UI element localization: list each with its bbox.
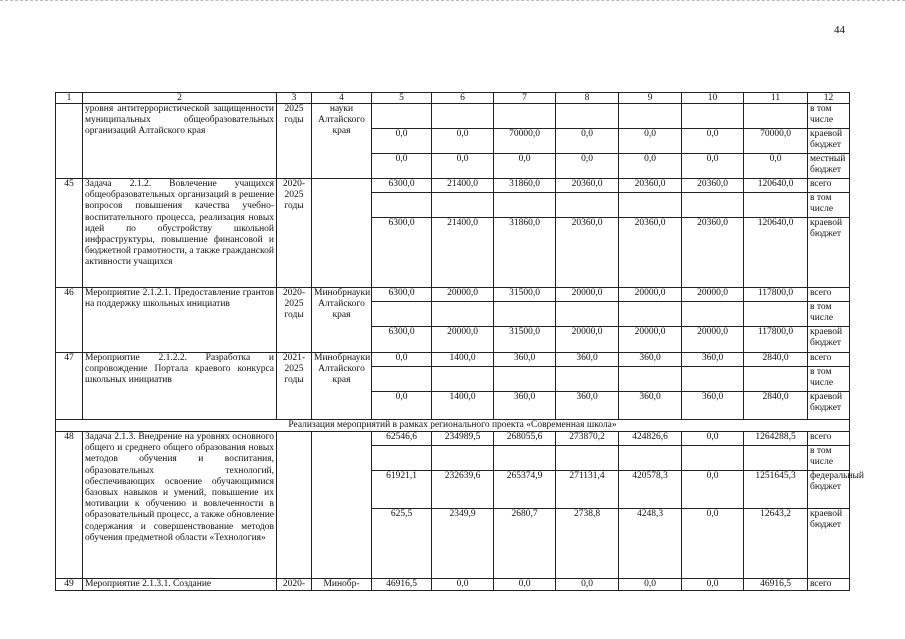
value-cell: 6300,0 xyxy=(372,218,432,288)
executor-cell: Минобрнауки Алтайского края xyxy=(312,288,372,353)
value-cell: 0,0 xyxy=(556,129,619,154)
value-cell: 20000,0 xyxy=(619,288,682,302)
value-cell: 31860,0 xyxy=(494,218,556,288)
funding-source: в том числе xyxy=(808,446,850,471)
page-top-edge xyxy=(0,0,905,3)
value-cell xyxy=(556,367,619,392)
value-cell xyxy=(682,367,744,392)
value-cell: 0,0 xyxy=(682,471,744,509)
funding-source: всего xyxy=(808,432,850,446)
value-cell xyxy=(372,302,432,327)
measure-name: уровня антитеррористической защищенности муниципальных общеобразовательных организаций Алтайского края xyxy=(83,104,277,179)
funding-source: в том числе xyxy=(808,193,850,218)
funding-source: краевой бюджет xyxy=(808,509,850,579)
value-cell xyxy=(494,367,556,392)
table-row xyxy=(56,353,850,367)
column-header: 11 xyxy=(744,93,808,104)
value-cell: 0,0 xyxy=(372,129,432,154)
value-cell: 0,0 xyxy=(682,154,744,179)
value-cell: 232639,6 xyxy=(432,471,494,509)
value-cell xyxy=(619,446,682,471)
value-cell: 360,0 xyxy=(494,353,556,367)
value-cell: 6300,0 xyxy=(372,327,432,353)
value-cell xyxy=(372,367,432,392)
value-cell: 360,0 xyxy=(682,353,744,367)
value-cell: 120640,0 xyxy=(744,218,808,288)
value-cell: 420578,3 xyxy=(619,471,682,509)
funding-source: всего xyxy=(808,579,850,591)
value-cell: 424826,6 xyxy=(619,432,682,446)
funding-source: всего xyxy=(808,353,850,367)
value-cell: 0,0 xyxy=(744,154,808,179)
executor-cell xyxy=(312,179,372,288)
value-cell: 120640,0 xyxy=(744,179,808,193)
table-row xyxy=(56,179,850,193)
value-cell: 360,0 xyxy=(619,392,682,420)
measure-name: Мероприятие 2.1.3.1. Создание xyxy=(83,579,277,591)
value-cell: 0,0 xyxy=(619,129,682,154)
value-cell: 268055,6 xyxy=(494,432,556,446)
value-cell: 0,0 xyxy=(372,392,432,420)
value-cell xyxy=(372,104,432,129)
funding-source: краевой бюджет xyxy=(808,327,850,353)
value-cell xyxy=(494,104,556,129)
column-header: 10 xyxy=(682,93,744,104)
value-cell: 1400,0 xyxy=(432,353,494,367)
term-cell: 2020-2025 годы xyxy=(277,288,312,353)
value-cell: 20000,0 xyxy=(432,288,494,302)
value-cell xyxy=(372,446,432,471)
term-cell: 2025 годы xyxy=(277,104,312,179)
value-cell: 1400,0 xyxy=(432,392,494,420)
row-number: 46 xyxy=(56,288,83,353)
value-cell: 20000,0 xyxy=(432,327,494,353)
value-cell: 2840,0 xyxy=(744,353,808,367)
funding-source: краевой бюджет xyxy=(808,129,850,154)
value-cell: 31500,0 xyxy=(494,288,556,302)
value-cell: 31500,0 xyxy=(494,327,556,353)
value-cell xyxy=(744,302,808,327)
value-cell xyxy=(432,104,494,129)
column-header: 7 xyxy=(494,93,556,104)
value-cell: 0,0 xyxy=(432,154,494,179)
value-cell: 46916,5 xyxy=(744,579,808,591)
value-cell: 20000,0 xyxy=(556,327,619,353)
value-cell xyxy=(432,367,494,392)
executor-cell: науки Алтайского края xyxy=(312,104,372,179)
term-cell xyxy=(277,432,312,579)
column-header: 2 xyxy=(83,93,277,104)
page-number: 44 xyxy=(834,24,845,36)
row-number: 47 xyxy=(56,353,83,420)
funding-source: в том числе xyxy=(808,104,850,129)
value-cell: 0,0 xyxy=(682,579,744,591)
value-cell: 61921,1 xyxy=(372,471,432,509)
column-header: 5 xyxy=(372,93,432,104)
value-cell xyxy=(619,367,682,392)
value-cell: 2680,7 xyxy=(494,509,556,579)
value-cell: 6300,0 xyxy=(372,179,432,193)
section-row xyxy=(56,420,850,432)
value-cell: 6300,0 xyxy=(372,288,432,302)
value-cell xyxy=(682,193,744,218)
value-cell: 20360,0 xyxy=(556,218,619,288)
executor-cell: Минобр- xyxy=(312,579,372,591)
value-cell xyxy=(432,193,494,218)
funding-source: краевой бюджет xyxy=(808,218,850,288)
value-cell: 265374,9 xyxy=(494,471,556,509)
measure-name: Задача 2.1.3. Внедрение на уровнях основного общего и среднего общего образования новых методов обучения и воспитания, образовательных технологий, обеспечивающих освоение обучающимися базовых навыков и умений, повышение их мотивации к обучению и вовлеченности в образовательный процесс, а также обновление содержания и совершенствование методов обучения предметной области «Технология» xyxy=(83,432,277,579)
row-number: 45 xyxy=(56,179,83,288)
table-row xyxy=(56,104,850,129)
table-row xyxy=(56,288,850,302)
value-cell: 70000,0 xyxy=(494,129,556,154)
value-cell: 360,0 xyxy=(556,392,619,420)
value-cell: 1251645,3 xyxy=(744,471,808,509)
value-cell xyxy=(556,446,619,471)
value-cell: 70000,0 xyxy=(744,129,808,154)
value-cell: 1264288,5 xyxy=(744,432,808,446)
term-cell: 2020-2025 годы xyxy=(277,179,312,288)
value-cell: 12643,2 xyxy=(744,509,808,579)
row-number xyxy=(56,104,83,179)
column-header: 6 xyxy=(432,93,494,104)
funding-source: в том числе xyxy=(808,367,850,392)
value-cell: 62546,6 xyxy=(372,432,432,446)
value-cell: 2840,0 xyxy=(744,392,808,420)
value-cell: 21400,0 xyxy=(432,179,494,193)
value-cell: 20360,0 xyxy=(619,218,682,288)
value-cell: 2349,9 xyxy=(432,509,494,579)
value-cell: 0,0 xyxy=(372,154,432,179)
value-cell: 360,0 xyxy=(682,392,744,420)
column-header: 9 xyxy=(619,93,682,104)
value-cell: 20360,0 xyxy=(682,218,744,288)
column-header: 4 xyxy=(312,93,372,104)
row-number: 49 xyxy=(56,579,83,591)
value-cell xyxy=(372,193,432,218)
value-cell xyxy=(744,193,808,218)
table-row xyxy=(56,432,850,446)
value-cell: 46916,5 xyxy=(372,579,432,591)
value-cell xyxy=(619,302,682,327)
value-cell: 0,0 xyxy=(494,579,556,591)
value-cell xyxy=(744,367,808,392)
value-cell xyxy=(619,104,682,129)
value-cell: 20360,0 xyxy=(682,179,744,193)
value-cell xyxy=(619,193,682,218)
value-cell xyxy=(494,446,556,471)
value-cell xyxy=(682,302,744,327)
value-cell: 20360,0 xyxy=(619,179,682,193)
measure-name: Мероприятие 2.1.2.2. Разработка и сопровождение Портала краевого конкурса школьных инициатив xyxy=(83,353,277,420)
term-cell: 2021-2025 годы xyxy=(277,353,312,420)
column-header: 12 xyxy=(808,93,850,104)
value-cell: 31860,0 xyxy=(494,179,556,193)
funding-source: в том числе xyxy=(808,302,850,327)
value-cell: 0,0 xyxy=(372,353,432,367)
value-cell: 271131,4 xyxy=(556,471,619,509)
value-cell: 360,0 xyxy=(556,353,619,367)
value-cell: 2738,8 xyxy=(556,509,619,579)
measure-name: Задача 2.1.2. Вовлечение учащихся общеобразовательных организаций в решение вопросов повышения качества учебно-воспитательного процесса, реализация новых идей по обустройству школьной инфраструктуры, повышение финансовой и бюджетной грамотности, а также гражданской активности учащихся xyxy=(83,179,277,288)
column-header: 8 xyxy=(556,93,619,104)
value-cell: 360,0 xyxy=(619,353,682,367)
value-cell xyxy=(432,446,494,471)
funding-source: местный бюджет xyxy=(808,154,850,179)
value-cell: 273870,2 xyxy=(556,432,619,446)
funding-source: всего xyxy=(808,288,850,302)
value-cell: 20000,0 xyxy=(556,288,619,302)
funding-source: всего xyxy=(808,179,850,193)
value-cell: 20000,0 xyxy=(619,327,682,353)
measure-name: Мероприятие 2.1.2.1. Предоставление грантов на поддержку школьных инициатив xyxy=(83,288,277,353)
value-cell: 0,0 xyxy=(556,154,619,179)
value-cell xyxy=(744,104,808,129)
value-cell: 0,0 xyxy=(682,509,744,579)
column-number-header-row xyxy=(56,93,850,104)
value-cell xyxy=(556,193,619,218)
value-cell xyxy=(432,302,494,327)
value-cell: 117800,0 xyxy=(744,327,808,353)
value-cell: 20000,0 xyxy=(682,327,744,353)
term-cell: 2020- xyxy=(277,579,312,591)
value-cell: 0,0 xyxy=(619,154,682,179)
value-cell: 625,5 xyxy=(372,509,432,579)
value-cell: 20360,0 xyxy=(556,179,619,193)
value-cell xyxy=(682,446,744,471)
row-number: 48 xyxy=(56,432,83,579)
value-cell: 234989,5 xyxy=(432,432,494,446)
executor-cell: Минобрнауки Алтайского края xyxy=(312,353,372,420)
budget-table xyxy=(55,92,864,591)
value-cell: 0,0 xyxy=(432,129,494,154)
value-cell: 0,0 xyxy=(432,579,494,591)
value-cell: 4248,3 xyxy=(619,509,682,579)
value-cell: 21400,0 xyxy=(432,218,494,288)
value-cell: 0,0 xyxy=(682,129,744,154)
value-cell xyxy=(556,302,619,327)
value-cell: 117800,0 xyxy=(744,288,808,302)
value-cell: 360,0 xyxy=(494,392,556,420)
section-title: Реализация мероприятий в рамках регионального проекта «Современная школа» xyxy=(56,420,850,432)
value-cell xyxy=(744,446,808,471)
value-cell xyxy=(494,193,556,218)
column-header: 1 xyxy=(56,93,83,104)
value-cell xyxy=(556,104,619,129)
value-cell: 0,0 xyxy=(619,579,682,591)
table-row xyxy=(56,579,850,591)
executor-cell xyxy=(312,432,372,579)
funding-source: федеральный бюджет xyxy=(808,471,850,509)
column-header: 3 xyxy=(277,93,312,104)
value-cell: 0,0 xyxy=(682,432,744,446)
value-cell xyxy=(682,104,744,129)
value-cell xyxy=(494,302,556,327)
value-cell: 20000,0 xyxy=(682,288,744,302)
value-cell: 0,0 xyxy=(556,579,619,591)
value-cell: 0,0 xyxy=(494,154,556,179)
funding-source: краевой бюджет xyxy=(808,392,850,420)
